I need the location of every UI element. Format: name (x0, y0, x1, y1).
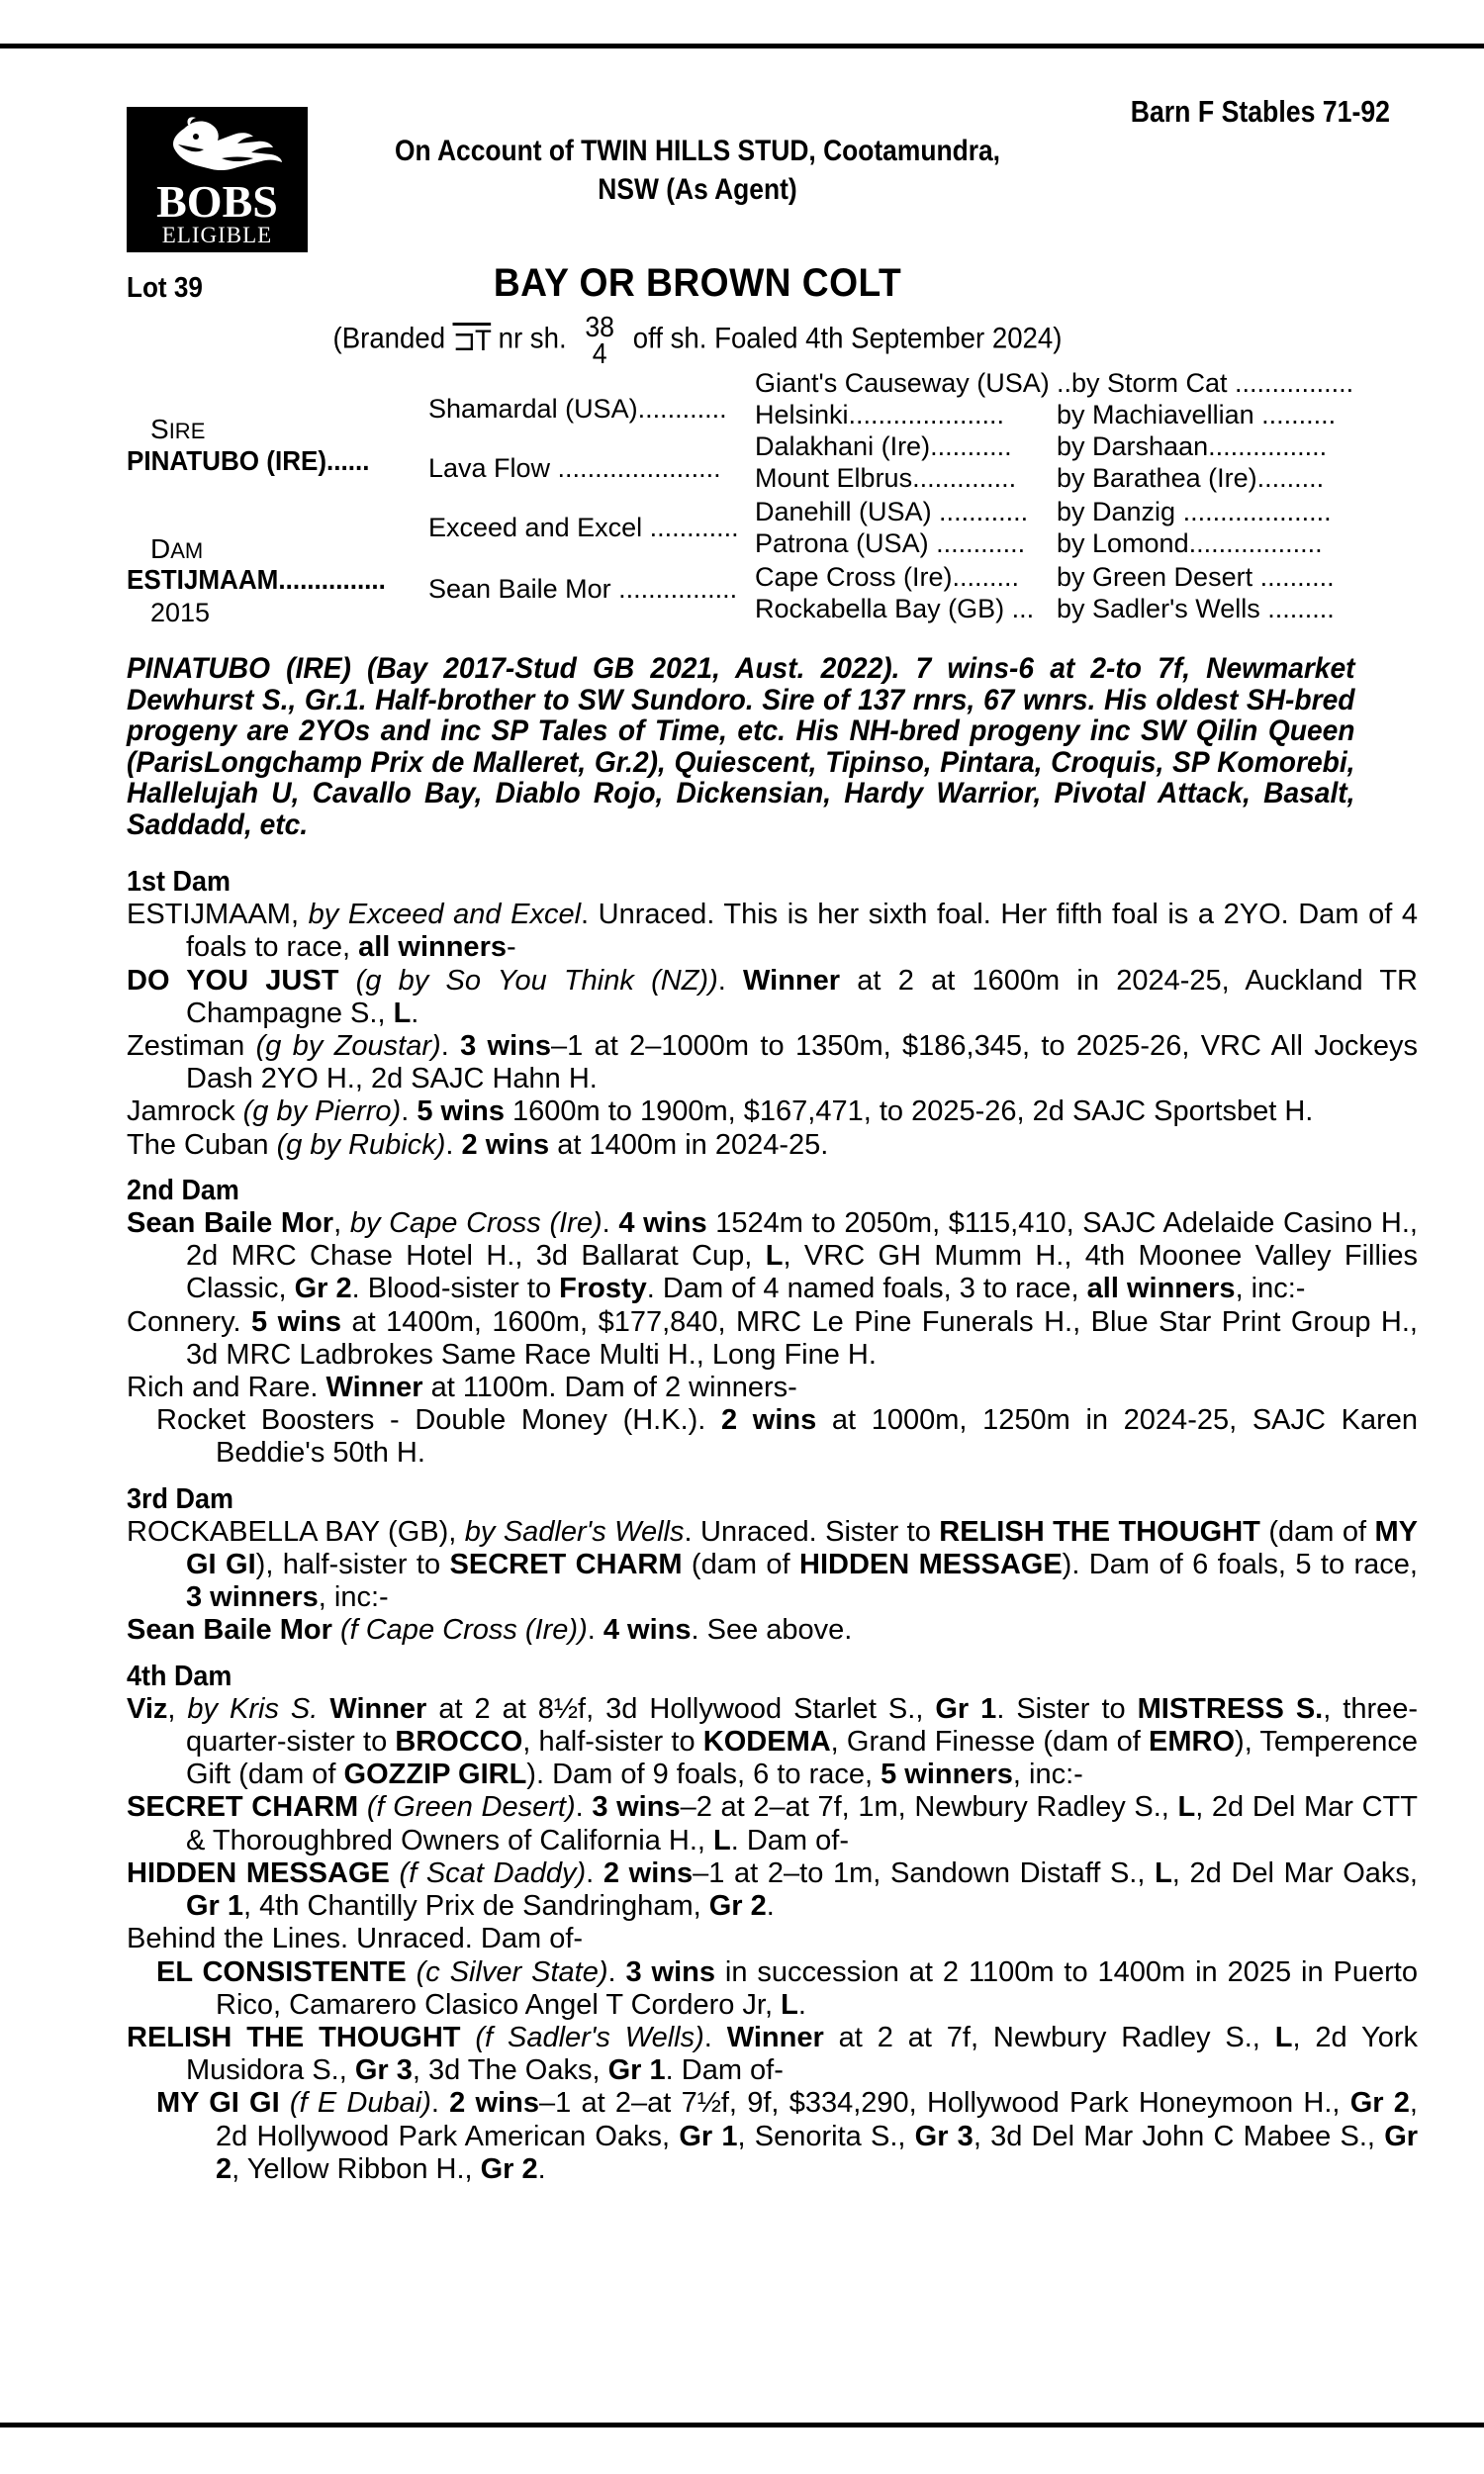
dam-1st-main: ESTIJMAAM, by Exceed and Excel. Unraced. This is her sixth foal. Her fifth foal is a 2YO. Dam of 4 foals to race, all winners- (127, 899, 1418, 964)
dam-1st-rest: . Unraced. This is her sixth foal. Her fifth foal is a 2YO. Dam of 4 foals to race, (186, 899, 1418, 964)
branded-mid: nr sh. (498, 322, 567, 355)
sub-progeny-name: Rocket Boosters - Double Money (H.K.). (156, 1404, 706, 1437)
progeny-name: SECRET CHARM (127, 1791, 359, 1824)
progeny-item: SECRET CHARM (f Green Desert). 3 wins–2 at 2–at 7f, 1m, Newbury Radley S., L, 2d Del Mar CTT & Thoroughbred Owners of California H., L. Dam of- (127, 1791, 1418, 1856)
sire-name: PINATUBO (IRE)...... (127, 445, 370, 476)
progeny-name: HIDDEN MESSAGE (127, 1856, 390, 1889)
pedigree-g3-cell: Rockabella Bay (GB) ... (755, 594, 1035, 623)
progeny-sire: (g by Rubick) (276, 1128, 446, 1161)
account-line-2: NSW (As Agent) (598, 173, 797, 206)
sub-progeny-item: MY GI GI (f E Dubai). 2 wins–1 at 2–at 7½f, 9f, $334,290, Hollywood Park Honeymoon H., Gr 2, 2d Hollywood Park American Oaks, Gr 1, Senorita S., Gr 3, 3d Del Mar John C Mabee S., Gr 2, Yellow Ribbon H., Gr 2. (156, 2087, 1419, 2185)
pedigree-g3b-cell: by Sadler's Wells ......... (1057, 594, 1335, 623)
pedigree-g3b-cell: by Darshaan................ (1057, 431, 1328, 461)
dam-year: 2015 (150, 598, 211, 627)
dam-2nd-name: Sean Baile Mor (127, 1207, 334, 1240)
sub-progeny-name: MY GI GI (156, 2087, 280, 2120)
account-line (232, 132, 1163, 209)
pedigree-g2-cell: Shamardal (USA)............ (428, 394, 727, 424)
sire-label: SIRE (150, 414, 206, 444)
sub-progeny-name: EL CONSISTENTE (156, 1955, 407, 1988)
branded-line (211, 312, 1184, 370)
progeny-name: RELISH THE THOUGHT (127, 2021, 461, 2053)
pedigree-g3-cell: Giant's Causeway (USA) (755, 368, 1050, 398)
sub-progeny-item: Rocket Boosters - Double Money (H.K.). 2 wins at 1000m, 1250m in 2024-25, SAJC Karen Beddie's 50th H. (156, 1404, 1418, 1470)
dam-label: DAM (150, 533, 204, 564)
pedigree-g3b-cell: by Danzig .................... (1057, 497, 1332, 526)
progeny-item: DO YOU JUST (g by So You Think (NZ)). Winner at 2 at 1600m in 2024-25, Auckland TR Champagne S., L. (127, 964, 1418, 1029)
pedigree-body (127, 866, 1418, 2186)
dam-2nd-sire: by Cape Cross (Ire) (349, 1207, 603, 1240)
progeny-item: The Cuban (g by Rubick). 2 wins at 1400m in 2024-25. (127, 1128, 829, 1161)
dam-4th-main: Viz, by Kris S. Winner at 2 at 8½f, 3d Hollywood Starlet S., Gr 1. Sister to MISTRESS S., three-quarter-sister to BROCCO, half-sister to KODEMA, Grand Finesse (dam of EMRO), Temperence Gift (dam of GOZZIP GIRL). Dam of 9 foals, 6 to race, 5 winners, inc:- (127, 1692, 1419, 1791)
brand-mark-icon: ⊐T (452, 324, 491, 357)
section-gap (127, 1162, 1418, 1175)
sub-progeny-item: EL CONSISTENTE (c Silver State). 3 wins in succession at 2 1100m to 1400m in 2025 in Puerto Rico, Camarero Clasico Angel T Cordero Jr, L. (156, 1955, 1418, 2021)
pedigree-table (0, 368, 1484, 635)
progeny-name: The Cuban (127, 1128, 269, 1161)
progeny-sire: (g by Pierro) (242, 1095, 402, 1128)
dam-2nd-main: Sean Baile Mor, by Cape Cross (Ire). 4 wins 1524m to 2050m, $115,410, SAJC Adelaide Casino H., 2d MRC Chase Hotel H., 3d Ballarat Cup, L, VRC GH Mumm H., 4th Moonee Valley Fillies Classic, Gr 2. Blood-sister to Frosty. Dam of 4 named foals, 3 to race, all winners, inc:- (127, 1207, 1418, 1305)
pedigree-g3-cell: Mount Elbrus.............. (755, 463, 1017, 493)
dam-1st-sire: by Exceed and Excel (308, 899, 582, 931)
pedigree-g3b-cell: by Lomond.................. (1057, 528, 1323, 558)
pedigree-g2-cell: Sean Baile Mor ................ (428, 574, 738, 604)
barn-stables-label: Barn F Stables 71-92 (1130, 94, 1390, 129)
pedigree-g3-cell: Dalakhani (Ire)........... (755, 431, 1012, 461)
page-title: BAY OR BROWN COLT (493, 261, 902, 305)
top-rule (0, 44, 1484, 48)
dam-4th-name: Viz (127, 1692, 168, 1725)
progeny-item: Behind the Lines. Unraced. Dam of- (127, 1923, 584, 1955)
dam-1st-bold-tail: all winners (358, 931, 507, 964)
sub-progeny-sire: (c Silver State) (416, 1955, 608, 1988)
pedigree-g3-cell: Patrona (USA) ............ (755, 528, 1026, 558)
progeny-name: Behind the Lines. (127, 1923, 349, 1955)
pedigree-g2-cell: Exceed and Excel ............ (428, 513, 739, 542)
progeny-name: Jamrock (127, 1095, 235, 1128)
pedigree-g3b-cell: by Barathea (Ire)......... (1057, 463, 1325, 493)
pedigree-g3-cell: Danehill (USA) ............ (755, 497, 1029, 526)
progeny-sire: (f Cape Cross (Ire)) (339, 1614, 588, 1647)
progeny-item: RELISH THE THOUGHT (f Sadler's Wells). Winner at 2 at 7f, Newbury Radley S., L, 2d York Musidora S., Gr 3, 3d The Oaks, Gr 1. Dam of- (127, 2021, 1418, 2087)
progeny-name: Sean Baile Mor (127, 1614, 332, 1647)
pedigree-g3-cell: Cape Cross (Ire)......... (755, 562, 1020, 592)
lot-number: Lot 39 (127, 272, 203, 304)
branded-prefix: (Branded (332, 322, 446, 355)
dam-3rd-name: ROCKABELLA BAY (GB) (127, 1515, 449, 1548)
section-gap (127, 1648, 1418, 1661)
progeny-sire: (g by Zoustar) (255, 1030, 441, 1063)
progeny-name: DO YOU JUST (127, 964, 339, 997)
sub-progeny-sire: (f E Dubai) (289, 2087, 431, 2120)
bottom-rule (0, 2423, 1484, 2427)
progeny-item: Connery. 5 wins at 1400m, 1600m, $177,840, MRC Le Pine Funerals H., Blue Star Print Group H., 3d MRC Ladbrokes Same Race Multi H., Long Fine H. (127, 1305, 1418, 1371)
progeny-item: Rich and Rare. Winner at 1100m. Dam of 2 winners- (127, 1372, 797, 1404)
progeny-item: Sean Baile Mor (f Cape Cross (Ire)). 4 wins. See above. (127, 1614, 853, 1647)
pedigree-g3b-cell: by Green Desert .......... (1057, 562, 1335, 592)
brand-numerator: 38 (585, 312, 615, 343)
progeny-item: Jamrock (g by Pierro). 5 wins 1600m to 1900m, $167,471, to 2025-26, 2d SAJC Sportsbet H. (127, 1095, 1314, 1128)
branded-suffix: off sh. Foaled 4th September 2024) (632, 322, 1063, 355)
progeny-name: Connery. (127, 1305, 241, 1338)
progeny-sire: (g by So You Think (NZ)) (355, 964, 718, 997)
logo-subtitle-text: ELIGIBLE (161, 223, 273, 247)
dam-heading-3rd: 3rd Dam (127, 1482, 233, 1515)
dam-1st-name: ESTIJMAAM (127, 899, 291, 931)
pedigree-g3-cell: Helsinki..................... (755, 400, 1005, 429)
progeny-name: Zestiman (127, 1030, 245, 1063)
pedigree-g3b-cell: ..by Storm Cat ................ (1057, 368, 1354, 398)
progeny-item: HIDDEN MESSAGE (f Scat Daddy). 2 wins–1 at 2–to 1m, Sandown Distaff S., L, 2d Del Mar Oaks, Gr 1, 4th Chantilly Prix de Sandringham, Gr 2. (127, 1856, 1418, 1923)
progeny-sire: (f Sadler's Wells) (475, 2021, 704, 2053)
progeny-item: Zestiman (g by Zoustar). 3 wins–1 at 2–1000m to 1350m, $186,345, to 2025-26, VRC All Jockeys Dash 2YO H., 2d SAJC Hahn H. (127, 1030, 1419, 1095)
dam-heading-4th: 4th Dam (127, 1660, 232, 1692)
progeny-sire: (f Green Desert) (366, 1791, 576, 1824)
sire-summary-paragraph: PINATUBO (IRE) (Bay 2017-Stud GB 2021, Aust. 2022). 7 wins-6 at 2-to 7f, Newmarket Dewhurst S., Gr.1. Half-brother to SW Sundoro. Sire of 137 rnrs, 67 wnrs. His oldest SH-bred progeny are 2YOs and inc SP Tales of Time, etc. His NH-bred progeny inc SW Qilin Queen (ParisLongchamp Prix de Malleret, Gr.2), Quiescent, Tipinso, Pintara, Croquis, SP Komorebi, Hallelujah U, Cavallo Bay, Diablo Rojo, Dickensian, Hardy Warrior, Pivotal Attack, Basalt, Saddadd, etc. (127, 652, 1355, 841)
pedigree-g3b-cell: by Machiavellian .......... (1057, 400, 1337, 429)
dam-name: ESTIJMAAM............... (127, 564, 386, 595)
progeny-sire: (f Scat Daddy) (399, 1856, 587, 1889)
dam-2nd-parts: . 4 wins 1524m to 2050m, $115,410, SAJC Adelaide Casino H., 2d MRC Chase Hotel H., 3d Ballarat Cup, L, VRC GH Mumm H., 4th Moonee Valley Fillies Classic, Gr 2. Blood-sister to Frosty. Dam of 4 named foals, 3 to race, all winners, inc:- (186, 1207, 1418, 1305)
section-gap (127, 1471, 1418, 1483)
account-line-1: On Account of TWIN HILLS STUD, Cootamundra, (394, 135, 1001, 167)
pedigree-g2-cell: Lava Flow ...................... (428, 453, 721, 483)
dam-4th-sire: by Kris S. (187, 1692, 319, 1725)
logo-brand-text: BOBS (156, 176, 278, 227)
dam-heading-2nd: 2nd Dam (127, 1174, 239, 1206)
brand-denominator: 4 (592, 337, 607, 370)
brand-fraction (585, 312, 615, 370)
page-header (0, 94, 1484, 391)
dam-3rd-sire: by Sadler's Wells (464, 1515, 685, 1548)
dam-3rd-main: ROCKABELLA BAY (GB), by Sadler's Wells. Unraced. Sister to RELISH THE THOUGHT (dam of MY GI GI), half-sister to SECRET CHARM (dam of HIDDEN MESSAGE). Dam of 6 foals, 5 to race, 3 winners, inc:- (127, 1515, 1418, 1614)
progeny-name: Rich and Rare. (127, 1372, 319, 1404)
dam-heading-1st: 1st Dam (127, 866, 231, 898)
